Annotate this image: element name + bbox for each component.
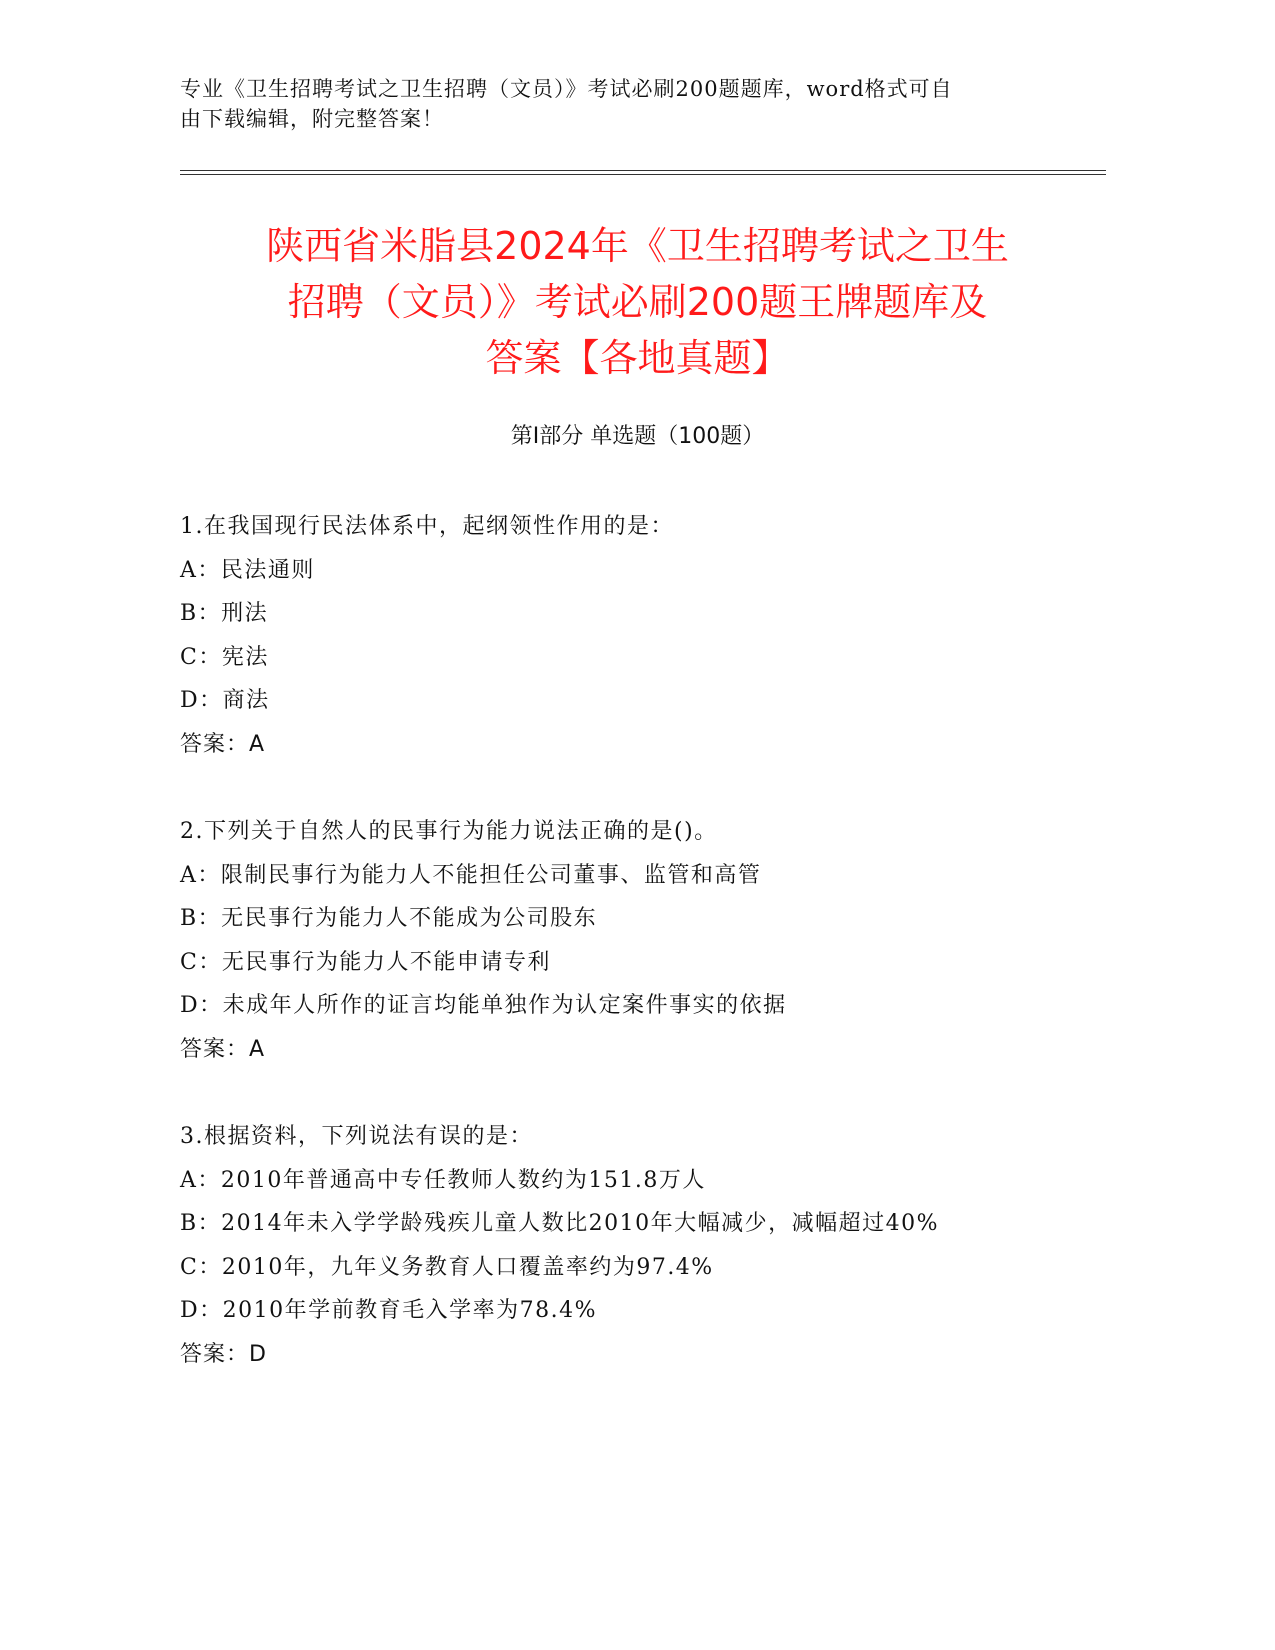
- option-d: D：商法: [180, 688, 270, 713]
- page-title-line-2: 招聘（文员）》考试必刷200题王牌题库及: [287, 280, 988, 324]
- question-item: [180, 1115, 1020, 1376]
- option-d: D：2010年学前教育毛入学率为78.4%: [180, 1298, 598, 1323]
- header-divider-bottom: [180, 174, 1106, 175]
- page-title: [150, 218, 1125, 386]
- option-b: B：2014年未入学学龄残疾儿童人数比2010年大幅减少，减幅超过40%: [180, 1211, 940, 1236]
- option-b: B：刑法: [180, 601, 269, 626]
- option-c: C：宪法: [180, 644, 269, 670]
- header-note-line-2: 由下载编辑，附完整答案！: [180, 107, 444, 131]
- question-list: [180, 505, 1020, 1420]
- option-a: A：民法通则: [180, 557, 315, 583]
- header-note-line-1: 专业《卫生招聘考试之卫生招聘（文员）》考试必刷200题题库，word格式可自: [180, 77, 953, 101]
- answer-line: 答案：D: [180, 1341, 267, 1367]
- option-a: A：2010年普通高中专任教师人数约为151.8万人: [180, 1167, 706, 1193]
- page-title-line-3: 答案【各地真题】: [485, 336, 790, 380]
- header-note: [180, 74, 1040, 134]
- option-d: D：未成年人所作的证言均能单独作为认定案件事实的依据: [180, 993, 787, 1018]
- page-title-line-1: 陕西省米脂县2024年《卫生招聘考试之卫生: [266, 224, 1009, 268]
- section-title: 第Ⅰ部分 单选题（100题）: [510, 424, 765, 449]
- answer-line: 答案：A: [180, 1036, 266, 1062]
- question-stem: 1.在我国现行民法体系中，起纲领性作用的是：: [180, 514, 674, 539]
- option-c: C：2010年，九年义务教育人口覆盖率约为97.4%: [180, 1254, 714, 1280]
- question-stem: 3.根据资料，下列说法有误的是：: [180, 1124, 533, 1149]
- option-b: B：无民事行为能力人不能成为公司股东: [180, 906, 598, 931]
- header-divider-top: [180, 170, 1106, 171]
- question-item: [180, 505, 1020, 766]
- option-c: C：无民事行为能力人不能申请专利: [180, 949, 551, 975]
- question-stem: 2.下列关于自然人的民事行为能力说法正确的是()。: [180, 819, 718, 844]
- option-a: A：限制民事行为能力人不能担任公司董事、监管和高管: [180, 862, 762, 888]
- answer-line: 答案：A: [180, 731, 266, 757]
- question-item: [180, 810, 1020, 1071]
